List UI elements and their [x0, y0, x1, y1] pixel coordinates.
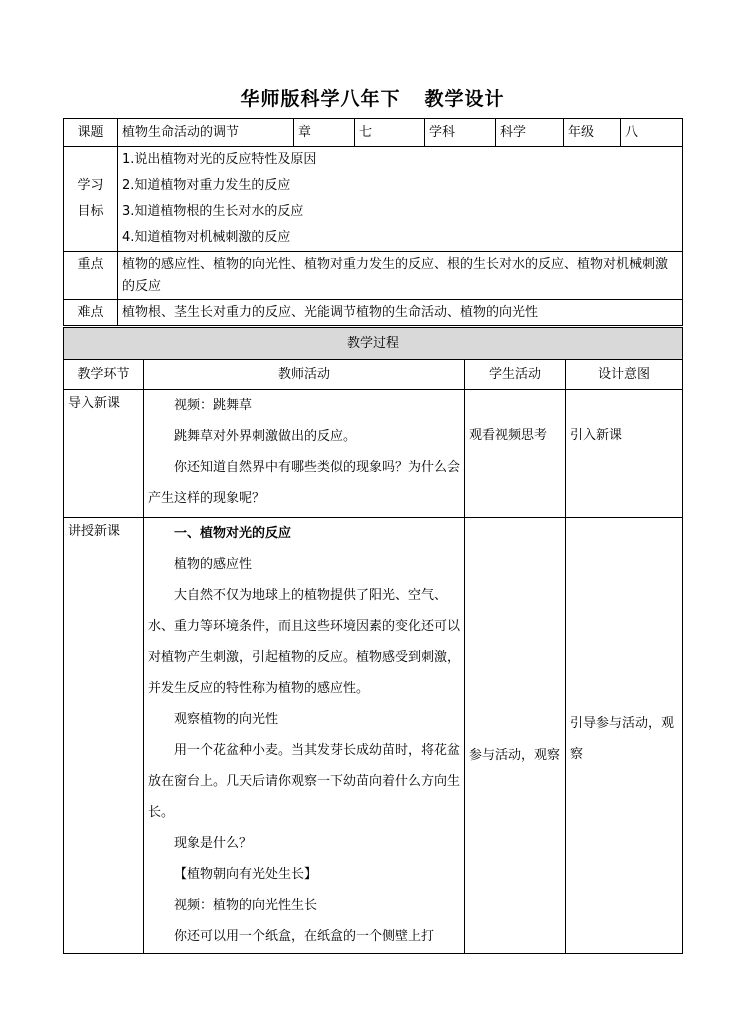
document-title — [0, 84, 745, 111]
info-row — [64, 119, 683, 147]
chapter-label: 章 — [294, 119, 355, 147]
difficult-row — [64, 300, 683, 326]
intro-teacher: 视频：跳舞草 跳舞草对外界刺激做出的反应。 你还知道自然界中有哪些类似的现象吗？为什么会产生这样的现象呢？ — [144, 390, 465, 518]
key-text: 植物的感应性、植物的向光性、植物对重力发生的反应、根的生长对水的反应、植物对机械刺激的反应 — [118, 252, 683, 300]
title-left: 华师版科学八年下 — [240, 88, 401, 110]
col-purpose: 设计意图 — [566, 360, 683, 390]
col-stage: 教学环节 — [64, 360, 144, 390]
topic-label: 课题 — [64, 119, 118, 147]
grade-value: 八 — [621, 119, 683, 147]
goal-item: 4.知道植物对机械刺激的反应 — [122, 230, 291, 245]
goals-label: 学习 目标 — [64, 147, 118, 252]
info-table — [63, 118, 683, 326]
col-teacher: 教师活动 — [144, 360, 465, 390]
lecture-student: 参与活动，观察 — [465, 518, 566, 954]
goals-row — [64, 147, 683, 252]
col-student: 学生活动 — [465, 360, 566, 390]
intro-stage: 导入新课 — [64, 390, 144, 518]
goals-list — [118, 147, 683, 252]
subject-value: 科学 — [496, 119, 564, 147]
subject-label: 学科 — [425, 119, 496, 147]
goal-item: 2.知道植物对重力发生的反应 — [122, 178, 291, 193]
grade-label: 年级 — [564, 119, 621, 147]
column-header-row — [64, 360, 683, 390]
key-label: 重点 — [64, 252, 118, 300]
key-row — [64, 252, 683, 300]
lecture-teacher: 一、植物对光的反应 植物的感应性 大自然不仅为地球上的植物提供了阳光、空气、水、重力等环境条件，而且这些环境因素的变化还可以对植物产生刺激，引起植物的反应。植物感受到刺激，并发生反应的特性称为植物的感应性。 观察植物的向光性 用一个花盆种小麦。当其发芽长成幼苗时，将花盆放在窗台上。几天后请你观察一下幼苗向着什么方向生长。 现象是什么？ 【植物朝向有光处生长】 视频：植物的向光性生长 你还可以用一个纸盒，在纸盒的一个侧壁上打 — [144, 518, 465, 954]
intro-student: 观看视频思考 — [465, 390, 566, 518]
lecture-row — [64, 518, 683, 954]
chapter-value: 七 — [355, 119, 425, 147]
intro-row — [64, 390, 683, 518]
difficult-label: 难点 — [64, 300, 118, 326]
topic-value: 植物生命活动的调节 — [118, 119, 294, 147]
goal-item: 3.知道植物根的生长对水的反应 — [122, 204, 304, 219]
process-heading-row — [64, 328, 683, 360]
intro-purpose: 引入新课 — [566, 390, 683, 518]
title-right: 教学设计 — [424, 88, 505, 110]
lecture-stage: 讲授新课 — [64, 518, 144, 954]
goal-item: 1.说出植物对光的反应特性及原因 — [122, 152, 317, 167]
process-table — [63, 327, 683, 954]
lecture-purpose: 引导参与活动，观察 — [566, 518, 683, 954]
difficult-text: 植物根、茎生长对重力的反应、光能调节植物的生命活动、植物的向光性 — [118, 300, 683, 326]
process-heading: 教学过程 — [64, 328, 683, 360]
